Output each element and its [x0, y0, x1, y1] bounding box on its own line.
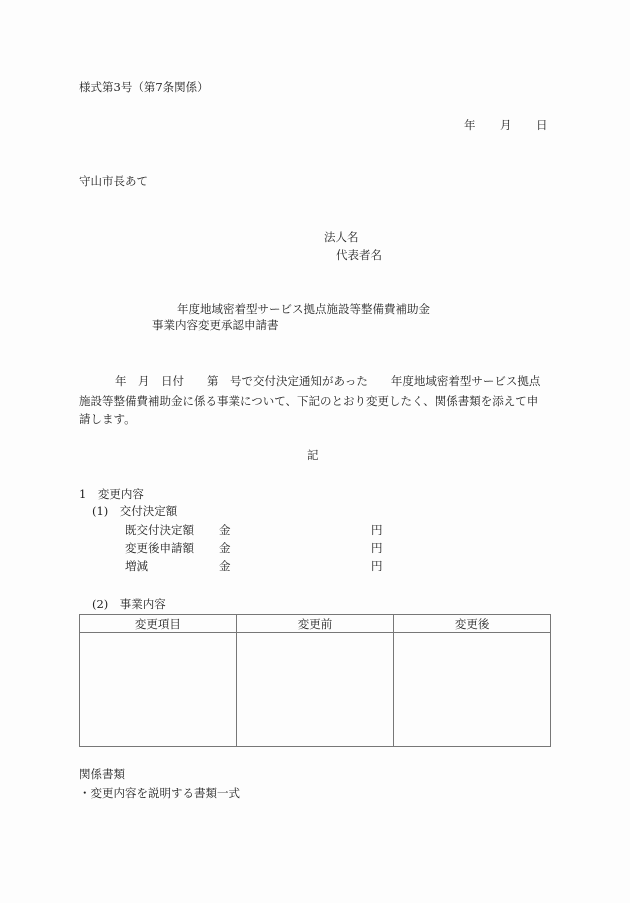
cell-change-item[interactable]: [80, 633, 237, 747]
attachment-item: ・変更内容を説明する書類一式: [79, 786, 240, 800]
date-month: 月: [500, 118, 512, 132]
rep-name-label: 代表者名: [336, 248, 382, 262]
sub2-heading: (2) 事業内容: [92, 597, 166, 611]
amount-prefix: 金: [219, 523, 231, 537]
header-after: 変更後: [394, 615, 551, 633]
amount-suffix: 円: [371, 541, 383, 555]
corp-name-label: 法人名: [324, 230, 359, 244]
amount-label: 増減: [125, 559, 148, 573]
date-year: 年: [464, 118, 476, 132]
amount-suffix: 円: [371, 523, 383, 537]
amount-prefix: 金: [219, 559, 231, 573]
body-line: 施設等整備費補助金に係る事業について、下記のとおり変更したく、関係書類を添えて申: [79, 394, 539, 408]
cell-before[interactable]: [236, 633, 394, 747]
attachments-heading: 関係書類: [79, 767, 125, 781]
ki-heading: 記: [307, 448, 319, 462]
header-change-item: 変更項目: [80, 615, 237, 633]
title-line2: 事業内容変更承認申請書: [152, 318, 279, 332]
header-before: 変更前: [236, 615, 394, 633]
table-row: [80, 633, 551, 747]
date-day: 日: [536, 118, 548, 132]
amount-label: 既交付決定額: [125, 523, 194, 537]
section1-heading: 1 変更内容: [79, 487, 144, 501]
cell-after[interactable]: [394, 633, 551, 747]
form-label: 様式第3号（第7条関係）: [79, 80, 209, 94]
title-line1: 年度地域密着型サービス拠点施設等整備費補助金: [177, 302, 430, 316]
table-header-row: [80, 615, 551, 633]
addressee: 守山市長あて: [79, 174, 148, 188]
amount-label: 変更後申請額: [125, 541, 194, 555]
body-line: 年 月 日付 第 号で交付決定通知があった 年度地域密着型サービス拠点: [115, 374, 541, 388]
amount-suffix: 円: [371, 559, 383, 573]
amount-prefix: 金: [219, 541, 231, 555]
sub1-heading: (1) 交付決定額: [92, 504, 178, 518]
body-line: 請します。: [79, 412, 136, 426]
change-table: [79, 614, 551, 747]
